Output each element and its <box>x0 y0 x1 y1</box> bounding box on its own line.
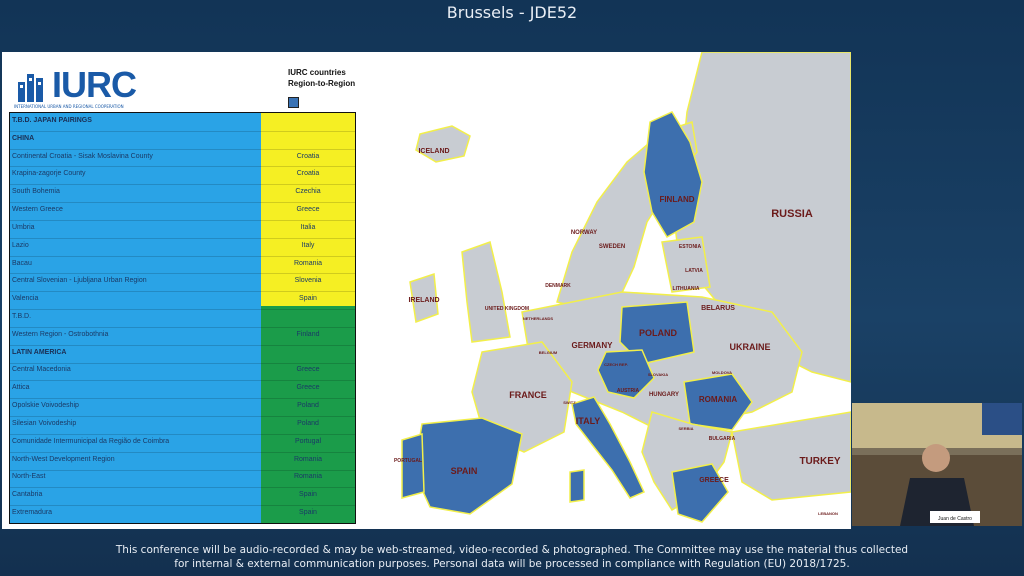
map-label: MOLDOVA <box>711 370 733 375</box>
map-label: BULGARIA <box>708 436 736 442</box>
legend-swatch <box>288 97 299 108</box>
table-row <box>10 487 355 506</box>
row-region: Opolskie Voivodeship <box>12 402 79 410</box>
map-label: UNITED KINGDOM <box>484 306 530 312</box>
row-country: Croatia <box>296 152 320 160</box>
row-country: Romania <box>293 455 322 463</box>
table-row <box>10 470 355 489</box>
row-region: Extremadura <box>12 509 53 517</box>
map-label: CZECH REP. <box>604 362 628 367</box>
row-region: North-East <box>12 473 46 481</box>
map-label: FRANCE <box>509 390 547 400</box>
map-label: SPAIN <box>450 466 478 476</box>
row-country: Poland <box>297 419 319 427</box>
map-label: ICELAND <box>418 148 450 155</box>
caption-line-2: for internal & external communication purposes. Personal data will be processed in compliance with Regulation (EU) 2018/1725. <box>174 558 850 570</box>
caption-line-1: This conference will be audio-recorded & may be web-streamed, video-recorded & photographed. The Committee may use the material thus collected <box>115 544 909 556</box>
presentation-slide <box>2 52 851 529</box>
row-country: Poland <box>297 402 319 410</box>
map-label: SERBIA <box>678 426 694 431</box>
map-label: FINLAND <box>659 195 695 204</box>
map-label: IRELAND <box>408 297 440 304</box>
table-row <box>10 273 355 292</box>
building-icon <box>16 70 50 104</box>
row-region: T.B.D. JAPAN PAIRINGS <box>12 116 92 124</box>
table-row <box>10 363 355 382</box>
map-label: POLAND <box>639 328 677 338</box>
map-label: UKRAINE <box>729 342 771 352</box>
map-label: SWITZ. <box>563 400 577 405</box>
row-country: Italy <box>301 241 315 249</box>
row-region: Valencia <box>12 295 39 303</box>
table-row <box>10 380 355 399</box>
map-label: PORTUGAL <box>393 458 423 464</box>
footer-caption <box>0 543 1024 571</box>
row-country: Romania <box>293 473 322 481</box>
row-region: South Bohemia <box>12 188 60 196</box>
legend-line-2: Region-to-Region <box>288 79 356 88</box>
row-region: T.B.D. <box>12 312 32 320</box>
row-region: CHINA <box>12 134 35 142</box>
table-row <box>10 113 355 132</box>
row-country: Portugal <box>294 437 322 445</box>
row-country: Croatia <box>296 170 320 178</box>
speaker-video-frame <box>852 403 1022 526</box>
map-label: ITALY <box>575 416 601 426</box>
row-country: Italia <box>300 223 316 231</box>
table-row <box>10 202 355 221</box>
table-row <box>10 238 355 257</box>
table-row <box>10 131 355 150</box>
row-region: Bacau <box>12 259 32 267</box>
row-region: Western Region - Ostrobothnia <box>12 330 109 338</box>
map-label: ROMANIA <box>698 395 738 404</box>
table-row <box>10 291 355 310</box>
map-label: TURKEY <box>799 456 841 467</box>
row-region: Silesian Voivodeship <box>12 419 77 427</box>
iurc-logo <box>12 66 162 112</box>
logo-text: IURC <box>52 64 136 105</box>
map-label: DENMARK <box>545 283 571 289</box>
map-label: NETHERLANDS <box>522 316 554 321</box>
portugal-shape <box>402 434 424 498</box>
row-region: Central Macedonia <box>12 366 71 374</box>
table-row <box>10 149 355 168</box>
row-country: Spain <box>299 295 317 303</box>
map-label: SLOVAKIA <box>647 372 669 377</box>
table-row <box>10 452 355 471</box>
map-label: BELARUS <box>701 305 735 312</box>
row-region: Attica <box>12 384 30 392</box>
table-row <box>10 434 355 453</box>
table-row <box>10 416 355 435</box>
window-title: Brussels - JDE52 <box>446 3 578 22</box>
table-row <box>10 345 355 364</box>
sardinia-shape <box>570 470 584 502</box>
table-row <box>10 166 355 185</box>
map-label: NORWAY <box>570 230 598 236</box>
legend-line-1: IURC countries <box>288 68 346 77</box>
map-label: GERMANY <box>571 341 613 350</box>
row-region: Central Slovenian - Ljubljana Urban Region <box>12 277 147 285</box>
row-country: Spain <box>299 491 317 499</box>
row-country: Greece <box>296 366 320 374</box>
map-label: GREECE <box>699 477 729 484</box>
table-row <box>10 220 355 239</box>
row-region: Cantabria <box>12 491 43 499</box>
map-label: LITHUANIA <box>672 286 700 292</box>
table-row <box>10 256 355 275</box>
row-region: Lazio <box>12 241 29 249</box>
row-region: Umbria <box>12 223 35 231</box>
table-row <box>10 184 355 203</box>
row-region: Krapina-zagorje County <box>12 170 86 178</box>
map-label: ESTONIA <box>678 244 702 250</box>
logo-subtitle: INTERNATIONAL URBAN AND REGIONAL COOPERATION <box>14 104 124 109</box>
europe-map <box>372 52 851 529</box>
map-label: LEBANON <box>818 511 838 516</box>
row-region: Comunidade Intermunicipal da Região de Coimbra <box>12 437 170 445</box>
row-country: Greece <box>296 206 320 214</box>
table-row <box>10 327 355 346</box>
speaker-video-feed <box>852 403 1022 526</box>
map-label: LATVIA <box>685 268 703 274</box>
row-country: Slovenia <box>294 277 322 285</box>
row-region: LATIN AMERICA <box>12 348 67 356</box>
map-svg <box>372 52 851 529</box>
map-label: AUSTRIA <box>616 388 640 394</box>
row-region: Continental Croatia - Sisak Moslavina County <box>12 152 153 160</box>
map-label: SWEDEN <box>598 244 626 250</box>
row-country: Spain <box>299 509 317 517</box>
map-label: HUNGARY <box>648 392 680 398</box>
row-region: Western Greece <box>12 206 63 214</box>
row-country: Finland <box>296 330 320 338</box>
table-row <box>10 398 355 417</box>
table-row <box>10 309 355 328</box>
pairings-table <box>9 112 356 524</box>
speaker-nameplate: Juan de Castro <box>938 516 972 522</box>
row-country: Romania <box>293 259 322 267</box>
map-legend <box>288 67 355 89</box>
map-label: BELGIUM <box>538 350 558 355</box>
row-region: North-West Development Region <box>12 455 115 463</box>
row-country: Greece <box>296 384 320 392</box>
row-country: Czechia <box>295 188 321 196</box>
table-row <box>10 505 355 524</box>
map-label: RUSSIA <box>771 208 813 220</box>
